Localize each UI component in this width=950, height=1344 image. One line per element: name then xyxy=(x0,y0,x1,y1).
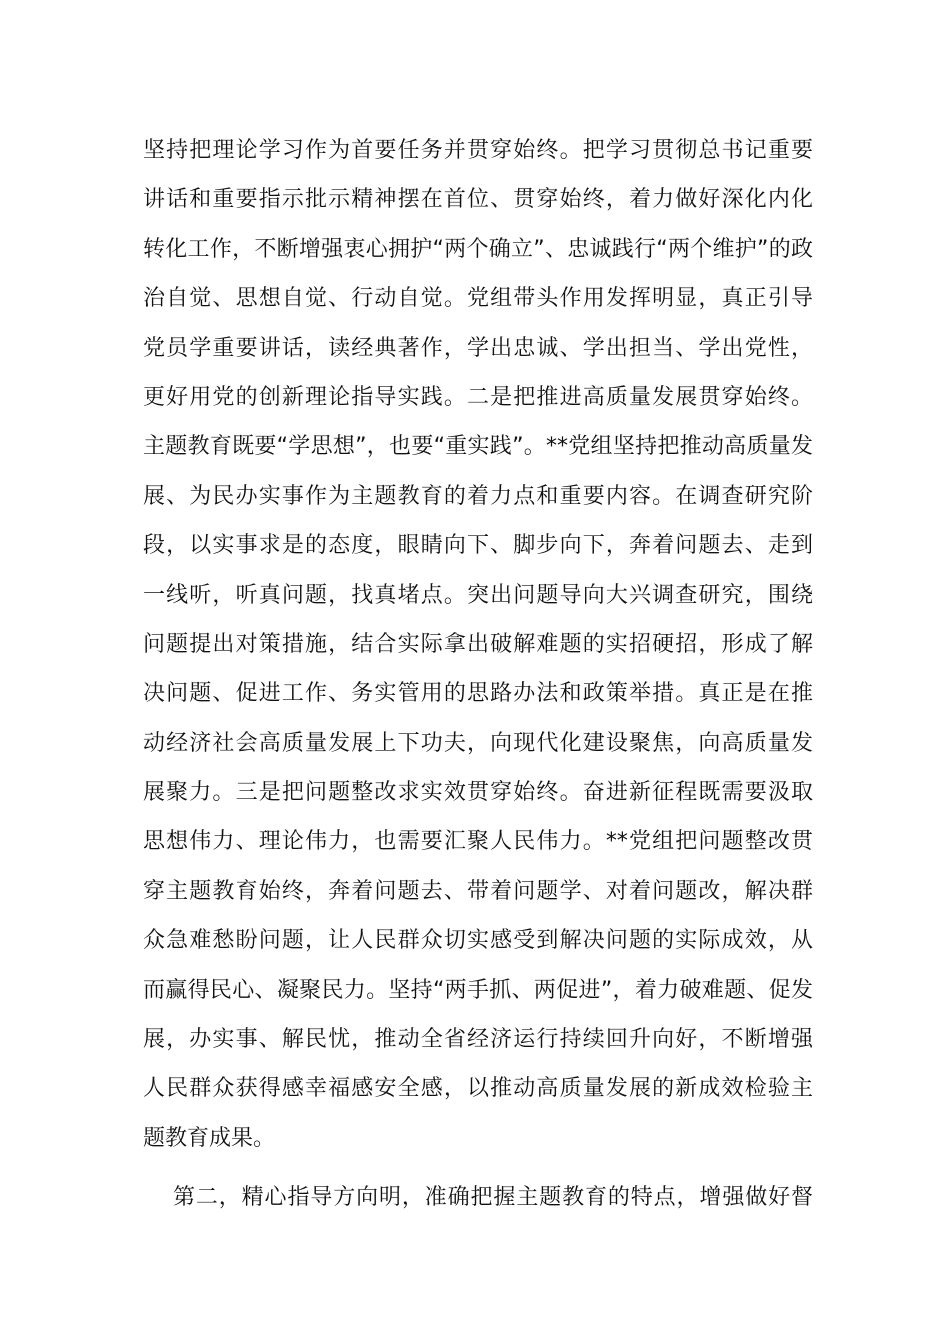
text-line: 主题教育既要“学思想”，也要“重实践”。**党组坚持把推动高质量发 xyxy=(143,434,813,460)
text-line: 众急难愁盼问题，让人民群众切实感受到解决问题的实际成效，从 xyxy=(143,928,813,954)
text-line: 段，以实事求是的态度，眼睛向下、脚步向下，奔着问题去、走到 xyxy=(143,533,813,559)
text-line: 问题提出对策措施，结合实际拿出破解难题的实招硬招，形成了解 xyxy=(143,631,813,657)
text-line: 思想伟力、理论伟力，也需要汇聚人民伟力。**党组把问题整改贯 xyxy=(143,829,813,855)
text-line: 展聚力。三是把问题整改求实效贯穿始终。奋进新征程既需要汲取 xyxy=(143,780,813,806)
text-line: 穿主题教育始终，奔着问题去、带着问题学、对着问题改，解决群 xyxy=(143,878,813,904)
text-line: 而赢得民心、凝聚民力。坚持“两手抓、两促进”，着力破难题、促发 xyxy=(143,977,813,1003)
text-line: 人民群众获得感幸福感安全感，以推动高质量发展的新成效检验主 xyxy=(143,1076,813,1102)
text-line: 更好用党的创新理论指导实践。二是把推进高质量发展贯穿始终。 xyxy=(143,384,813,410)
text-line: 展，办实事、解民忧，推动全省经济运行持续回升向好，不断增强 xyxy=(143,1027,813,1053)
text-line: 展、为民办实事作为主题教育的着力点和重要内容。在调查研究阶 xyxy=(143,483,813,509)
text-line: 题教育成果。 xyxy=(143,1125,276,1151)
paragraph-2 xyxy=(143,1173,813,1222)
text-line: 转化工作，不断增强衷心拥护“两个确立”、忠诚践行“两个维护”的政 xyxy=(143,236,813,262)
text-line: 一线听，听真问题，找真堵点。突出问题导向大兴调查研究，围绕 xyxy=(143,582,813,608)
text-line: 治自觉、思想自觉、行动自觉。党组带头作用发挥明显，真正引导 xyxy=(143,286,813,312)
text-line: 讲话和重要指示批示精神摆在首位、贯穿始终，着力做好深化内化 xyxy=(143,187,813,213)
body-text xyxy=(143,126,813,1223)
text-line: 坚持把理论学习作为首要任务并贯穿始终。把学习贯彻总书记重要 xyxy=(143,138,813,163)
text-line: 决问题、促进工作、务实管用的思路办法和政策举措。真正是在推 xyxy=(143,681,813,707)
text-line: 第二，精心指导方向明，准确把握主题教育的特点，增强做好督 xyxy=(173,1185,813,1211)
paragraph-1 xyxy=(143,126,813,1163)
text-line: 党员学重要讲话，读经典著作，学出忠诚、学出担当、学出党性， xyxy=(143,335,813,361)
paragraph-gap xyxy=(143,1163,813,1173)
text-line: 动经济社会高质量发展上下功夫，向现代化建设聚焦，向高质量发 xyxy=(143,730,813,756)
